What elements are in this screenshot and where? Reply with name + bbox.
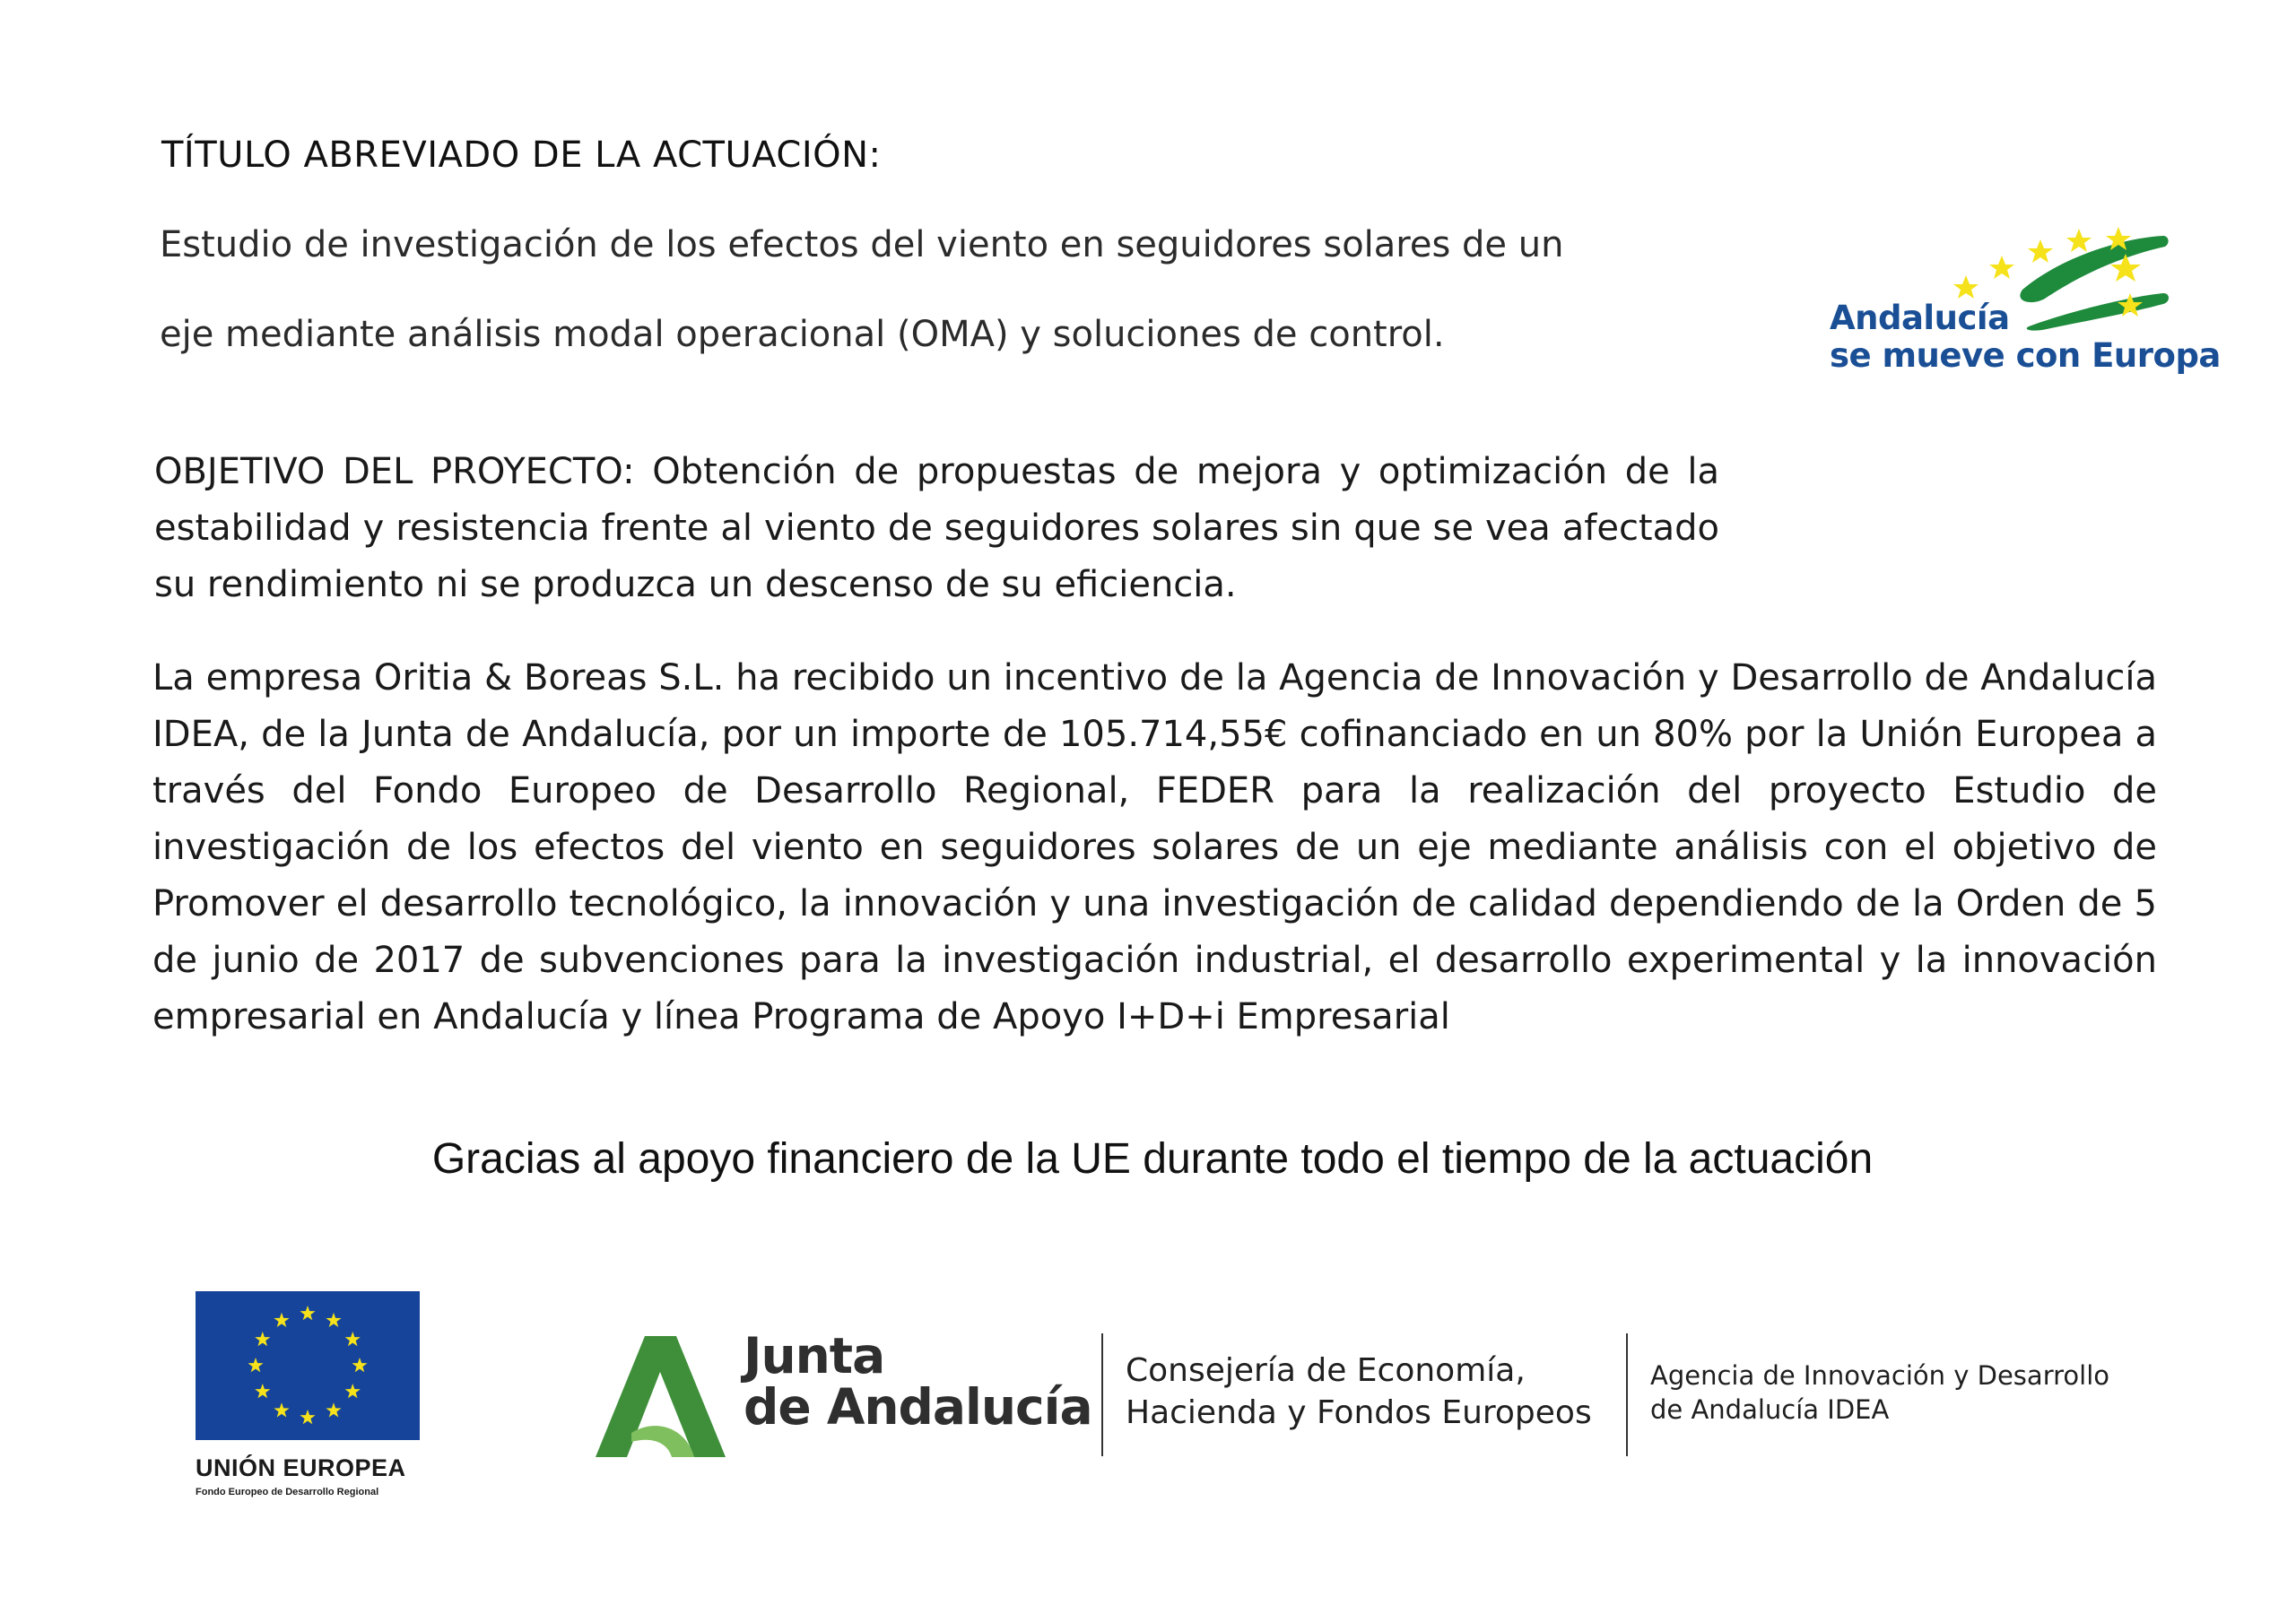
andalucia-logo-line1: Andalucía <box>1830 299 2010 337</box>
logo-divider <box>1626 1333 1628 1456</box>
eu-star-icon <box>300 1306 315 1320</box>
andalucia-logo-line2: se mueve con Europa <box>1830 336 2221 375</box>
consejeria-name <box>1126 1350 1592 1434</box>
eu-star-icon <box>300 1410 315 1424</box>
eu-star-icon <box>255 1332 270 1346</box>
title-label: TÍTULO ABREVIADO DE LA ACTUACIÓN: <box>161 135 882 176</box>
eu-star-icon <box>248 1358 263 1372</box>
eu-name: UNIÓN EUROPEA <box>196 1454 406 1481</box>
eu-star-icon <box>274 1313 289 1327</box>
eu-fund-name: Fondo Europeo de Desarrollo Regional <box>196 1487 379 1497</box>
eu-star-icon <box>255 1384 270 1398</box>
junta-logo-line1: Junta <box>744 1327 885 1384</box>
eu-star-icon <box>352 1358 367 1372</box>
logo-divider <box>1101 1333 1103 1456</box>
junta-logo-line2: de Andalucía <box>744 1378 1092 1436</box>
consejeria-line1: Consejería de Economía, <box>1126 1352 1526 1389</box>
eu-star-icon <box>274 1402 289 1417</box>
agencia-idea-name <box>1650 1358 2109 1427</box>
eu-star-icon <box>326 1313 341 1327</box>
eu-star-icon <box>345 1384 361 1398</box>
junta-a-mark-icon <box>596 1336 730 1462</box>
thanks-text: Gracias al apoyo financiero de la UE durante todo el tiempo de la actuación <box>431 1135 1874 1183</box>
agencia-line2: de Andalucía IDEA <box>1650 1394 1890 1425</box>
agencia-line1: Agencia de Innovación y Desarrollo <box>1650 1360 2109 1391</box>
union-europea-logo <box>196 1291 422 1499</box>
eu-star-icon <box>345 1332 361 1346</box>
project-objective: OBJETIVO DEL PROYECTO: Obtención de propuestas de mejora y optimización de la estabilidad y resistencia frente al viento de seguidores solares sin que se vea afectado su rendimiento ni se produzca un descenso de su eficiencia. <box>154 451 1719 605</box>
consejeria-line2: Hacienda y Fondos Europeos <box>1126 1394 1592 1431</box>
andalucia-se-mueve-con-europa-logo <box>1830 220 2221 390</box>
funding-description: La empresa Oritia & Boreas S.L. ha recibido un incentivo de la Agencia de Innovación y Desarrollo de Andalucía IDEA, de la Junta de Andalucía, por un importe de 105.714,55€ cofinanciado en un 80% por la Unión Europea a través del Fondo Europeo de Desarrollo Regional, FEDER para la realización del proyecto Estudio de investigación de los efectos del viento en seguidores solares de un eje mediante análisis con el objetivo de Promover el desarrollo tecnológico, la innovación y una investigación de calidad dependiendo de la Orden de 5 de junio de 2017 de subvenciones para la investigación industrial, el desarrollo experimental y la innovación empresarial en Andalucía y línea Programa de Apoyo I+D+i Empresarial <box>152 657 2157 1037</box>
title-line-1: Estudio de investigación de los efectos del viento en seguidores solares de un <box>160 224 1564 265</box>
junta-de-andalucia-logo <box>596 1327 1092 1462</box>
eu-flag-icon <box>196 1291 420 1440</box>
title-line-2: eje mediante análisis modal operacional (OMA) y soluciones de control. <box>160 314 1445 355</box>
thanks-statement <box>0 1134 2296 1184</box>
eu-stars-icon <box>196 1291 420 1440</box>
eu-star-icon <box>326 1402 341 1417</box>
